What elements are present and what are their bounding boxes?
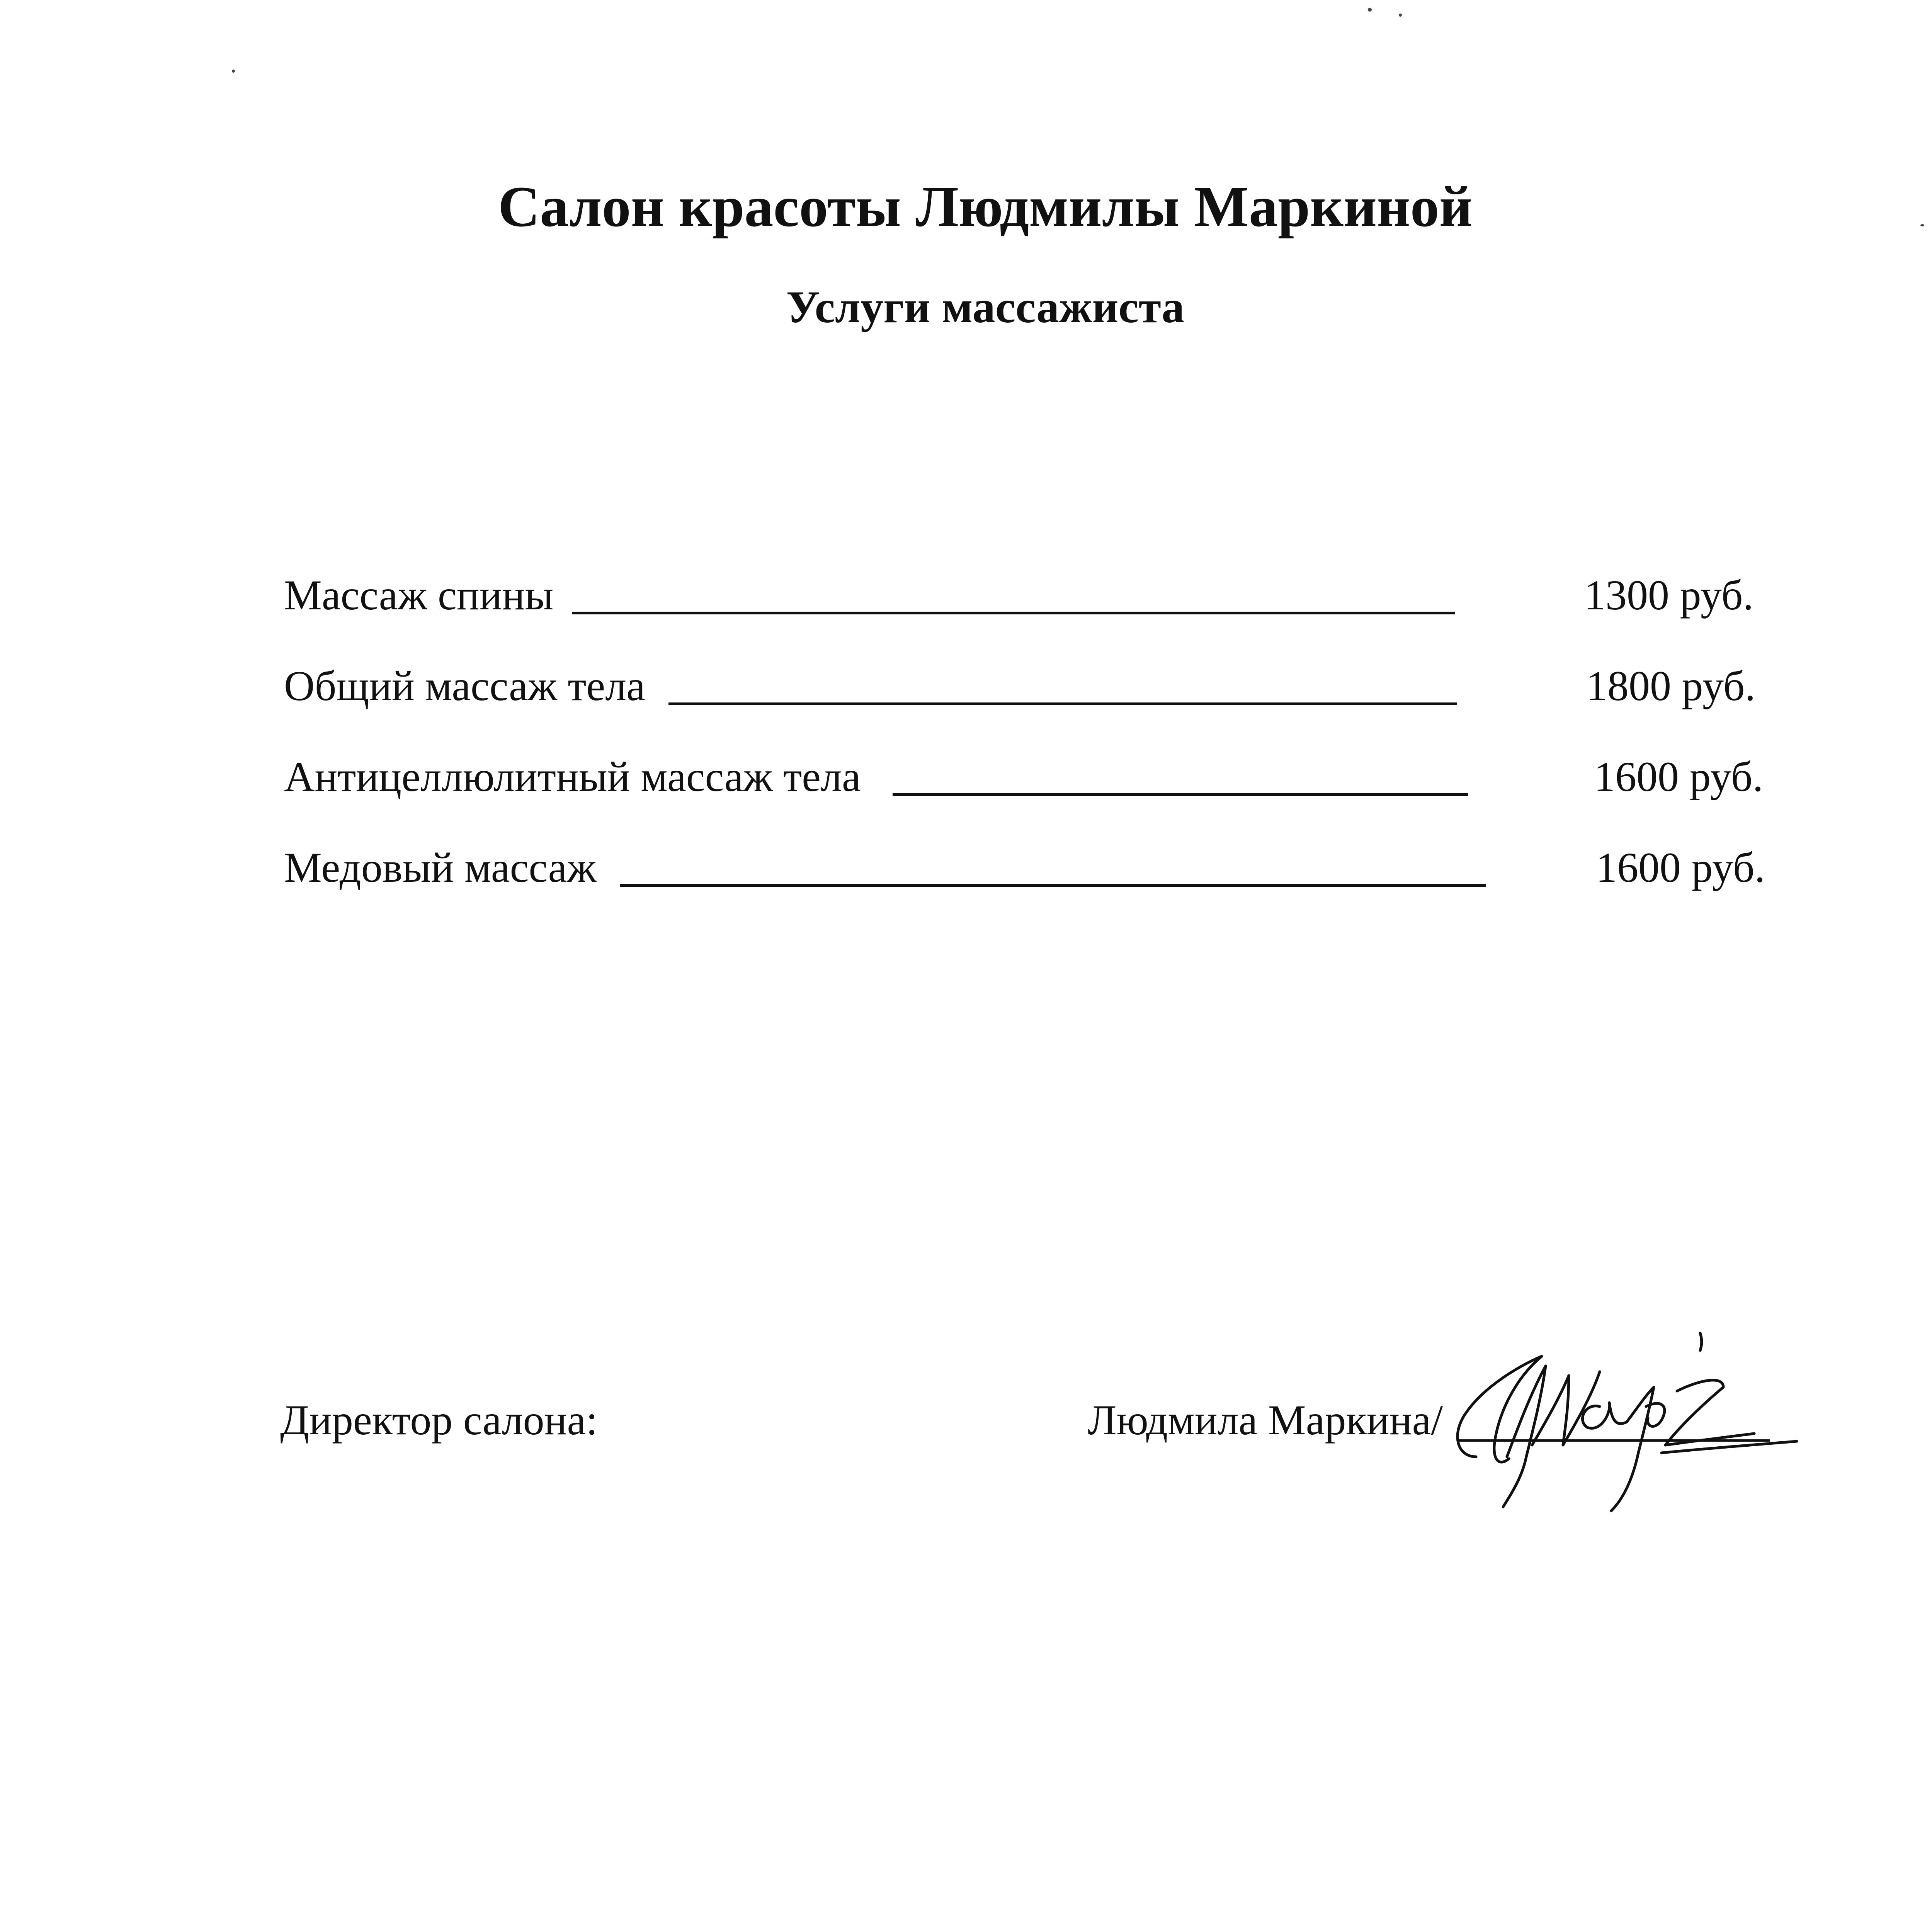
leader-line (620, 884, 1486, 887)
scan-speck (232, 70, 235, 73)
leader-line (572, 612, 1455, 614)
service-name: Массаж спины (284, 571, 554, 619)
service-name: Антицеллюлитный массаж тела (284, 753, 861, 800)
scan-speck (1399, 14, 1402, 17)
price-row (284, 838, 1791, 896)
service-name: Медовый массаж (284, 844, 597, 891)
service-price: 1300 руб. (1584, 571, 1754, 619)
signer-name: Людмила Маркина/ (1088, 1396, 1443, 1444)
leader-line (668, 702, 1457, 705)
leader-line (893, 793, 1468, 796)
scan-speck (1368, 8, 1372, 12)
handwritten-signature (1430, 1329, 1801, 1515)
price-row (284, 657, 1791, 715)
document-subtitle: Услуги массажиста (786, 282, 1185, 332)
service-price: 1600 руб. (1596, 844, 1765, 891)
service-price: 1600 руб. (1594, 753, 1764, 800)
director-label: Директор салона: (280, 1396, 598, 1444)
scan-speck (1920, 224, 1924, 226)
service-price: 1800 руб. (1586, 662, 1756, 709)
price-row (284, 566, 1791, 624)
service-name: Общий массаж тела (284, 662, 645, 709)
document-title: Салон красоты Людмилы Маркиной (498, 175, 1473, 239)
price-row (284, 748, 1791, 806)
